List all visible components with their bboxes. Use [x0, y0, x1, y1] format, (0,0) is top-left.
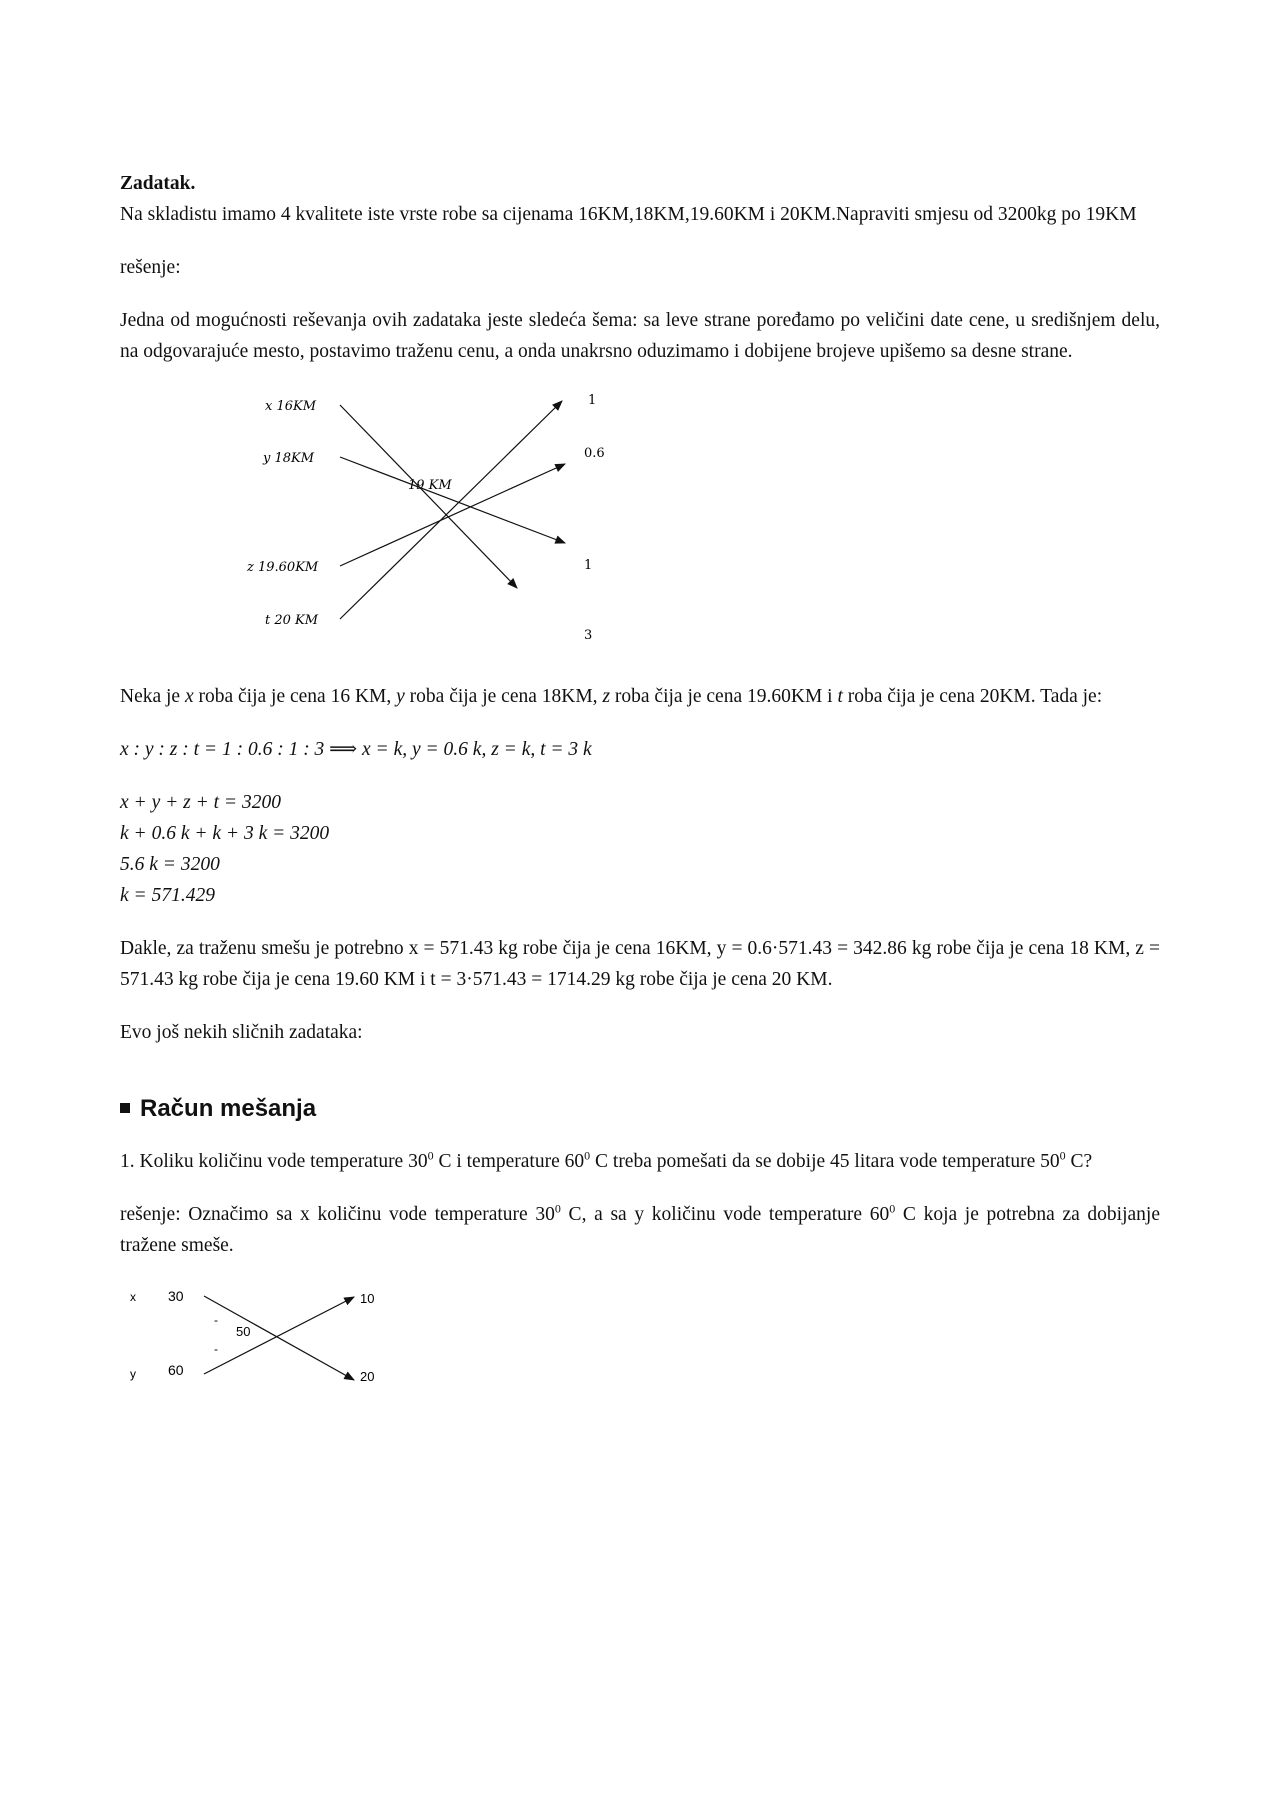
minus-sign-2: - [214, 1342, 218, 1356]
conclusion-text: Dakle, za traženu smešu je potrebno x = 571.43 kg robe čija je cena 16KM, y = 0.6·571.43 = 342.86 kg robe čija je cena 18 KM, z = 571.43 kg robe čija je cena 19.60 KM i t = 3·571.43 = 1714.29 kg robe čija je cena 20 KM. [120, 938, 1160, 990]
section-title: Račun mešanja [120, 1094, 1160, 1124]
left-label-x: x 16KM [265, 399, 317, 414]
problem-1-text: 1. Koliku količinu vode temperature $30^0$ C i temperature $60^0$ C treba pomešati da se dobije 45 litara vode temperature $50^0$ C? [120, 1148, 1093, 1172]
right-label-3: 1 [584, 558, 593, 573]
solution-label: rešenje: [120, 257, 181, 278]
arrow-x-to-1 [340, 405, 517, 588]
equation-1: x + y + z + t = 3200 [120, 792, 281, 813]
more-tasks-text: Evo još nekih sličnih zadataka: [120, 1022, 363, 1043]
var-y: y [130, 1367, 136, 1381]
mixing-diagram-2 [126, 1281, 426, 1401]
document-page [120, 168, 1160, 1401]
equation-3: 5.6 k = 3200 [120, 854, 220, 875]
var-x: x [130, 1290, 136, 1304]
left-label-y: y 18KM [263, 451, 315, 466]
bullet-square-icon [120, 1103, 130, 1113]
arrow-t-to-1 [340, 401, 562, 619]
right-label-1: 1 [588, 393, 597, 408]
arrow-z-to-06 [340, 464, 565, 566]
center-label: 19 KM [408, 478, 452, 493]
center-50: 50 [236, 1324, 251, 1339]
right-label-4: 3 [584, 628, 593, 643]
value-10: 10 [360, 1291, 375, 1306]
left-label-z: z 19.60KM [247, 560, 319, 575]
value-20: 20 [360, 1369, 375, 1384]
task-text: Na skladistu imamo 4 kvalitete iste vrste robe sa cijenama 16KM,18KM,19.60KM i 20KM.Napraviti smjesu od 3200kg po 19KM [120, 204, 1137, 225]
left-label-t: t 20 KM [265, 613, 319, 628]
value-60: 60 [168, 1362, 184, 1378]
equation-4: k = 571.429 [120, 885, 215, 906]
minus-sign-1: - [214, 1313, 218, 1327]
mixing-diagram-1 [180, 377, 680, 667]
definition-text: Neka je x roba čija je cena 16 KM, y roba čija je cena 18KM, z roba čija je cena 19.60KM i t roba čija je cena 20KM. Tada je: [120, 686, 1103, 707]
right-label-2: 0.6 [584, 446, 605, 461]
solution-1-text: rešenje: Označimo sa x količinu vode temperature $30^0$ C, a sa y količinu vode temperature $60^0$ C koja je potrebna za dobijanje tražene smeše. [120, 1201, 1160, 1256]
ratio-equation: x : y : z : t = 1 : 0.6 : 1 : 3 ⟹ x = k, y = 0.6 k, z = k, t = 3 k [120, 739, 592, 760]
value-30: 30 [168, 1288, 184, 1304]
method-text: Jedna od mogućnosti reševanja ovih zadataka jeste sledeća šema: sa leve strane poređamo po veličini date cene, u središnjem delu, na odgovarajuće mesto, postavimo traženu cenu, a onda unakrsno oduzimamo i dobijene brojeve upišemo sa desne strane. [120, 310, 1160, 362]
arrow-y-to-3 [340, 457, 565, 543]
equation-2: k + 0.6 k + k + 3 k = 3200 [120, 823, 330, 844]
task-heading: Zadatak. [120, 173, 196, 194]
